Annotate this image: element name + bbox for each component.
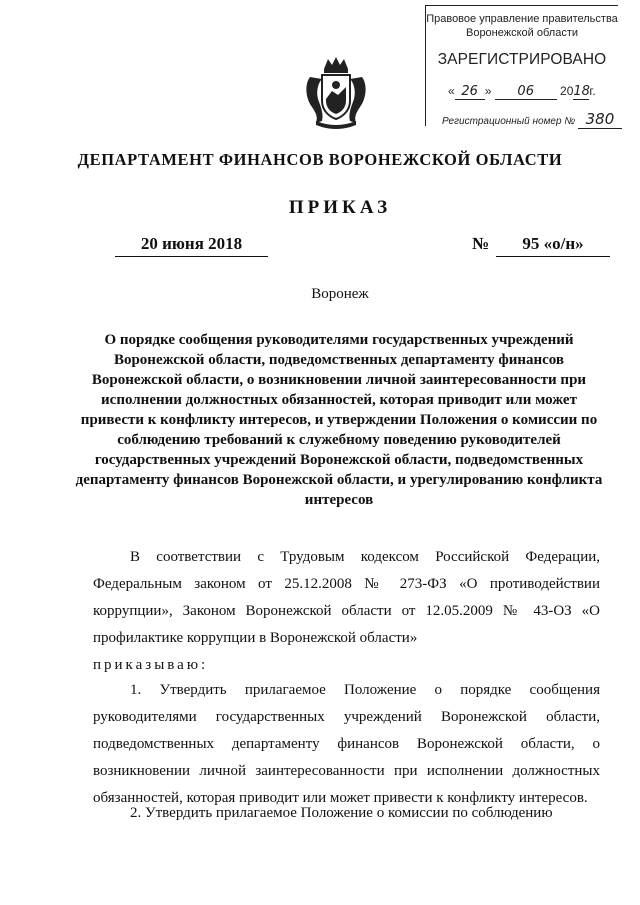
stamp-reg-label: Регистрационный номер №: [442, 116, 576, 127]
item-2-paragraph: 2. Утвердить прилагаемое Положение о комиссии по соблюдению: [130, 805, 553, 821]
order-date: 20 июня 2018: [115, 234, 268, 257]
stamp-authority-line2: Воронежской области: [465, 27, 578, 39]
stamp-month: 06: [495, 84, 557, 100]
registration-stamp: [425, 5, 618, 126]
stamp-year-end: г.: [589, 84, 596, 98]
stamp-registered: ЗАРЕГИСТРИРОВАНО: [437, 51, 607, 68]
order-title: О порядке сообщения руководителями государственных учреждений Воронежской области, подведомственных департаменту финансов Воронежской области, о возникновении личной заинтересованности при исполнении должностных обязанностей, которая приводит или может привести к конфликту интересов, и утверждении Положения о комиссии по соблюдению требований к служебному поведению руководителей государственных учреждений Воронежской области, подведомственных департаменту финансов Воронежской области, и урегулированию конфликта интересов: [75, 332, 603, 508]
stamp-year-suffix: 18: [573, 84, 590, 99]
city: Воронеж: [311, 286, 369, 302]
item-1-paragraph: 1. Утвердить прилагаемое Положение о порядке сообщения руководителями государственных учреждений Воронежской области, подведомственных департаменту финансов Воронежской области, о возникновении личной заинтересованности при исполнении должностных обязанностей, которая приводит или может привести к конфликту интересов.: [93, 682, 600, 806]
orders-word: приказываю:: [93, 657, 209, 673]
order-number-label: №: [472, 234, 490, 253]
stamp-day: 26: [455, 84, 485, 100]
stamp-date: « 26 » 06 2018г.: [448, 84, 596, 99]
coat-of-arms-icon: [302, 55, 370, 129]
stamp-year-prefix: 20: [560, 84, 574, 98]
document-type: ПРИКАЗ: [288, 197, 392, 218]
order-number: 95 «о/н»: [496, 234, 610, 257]
department-name: ДЕПАРТАМЕНТ ФИНАНСОВ ВОРОНЕЖСКОЙ ОБЛАСТИ: [77, 150, 563, 169]
preamble-paragraph: В соответствии с Трудовым кодексом Российской Федерации, Федеральным законом от 25.12.2008 № 273-ФЗ «О противодействии коррупции», Законом Воронежской области от 12.05.2009 № 43-ОЗ «О профилактике коррупции в Воронежской области»: [93, 549, 600, 646]
stamp-reg-number: 380: [578, 110, 622, 129]
stamp-registration: [442, 110, 622, 129]
stamp-authority-line1: Правовое управление правительства: [426, 13, 618, 25]
